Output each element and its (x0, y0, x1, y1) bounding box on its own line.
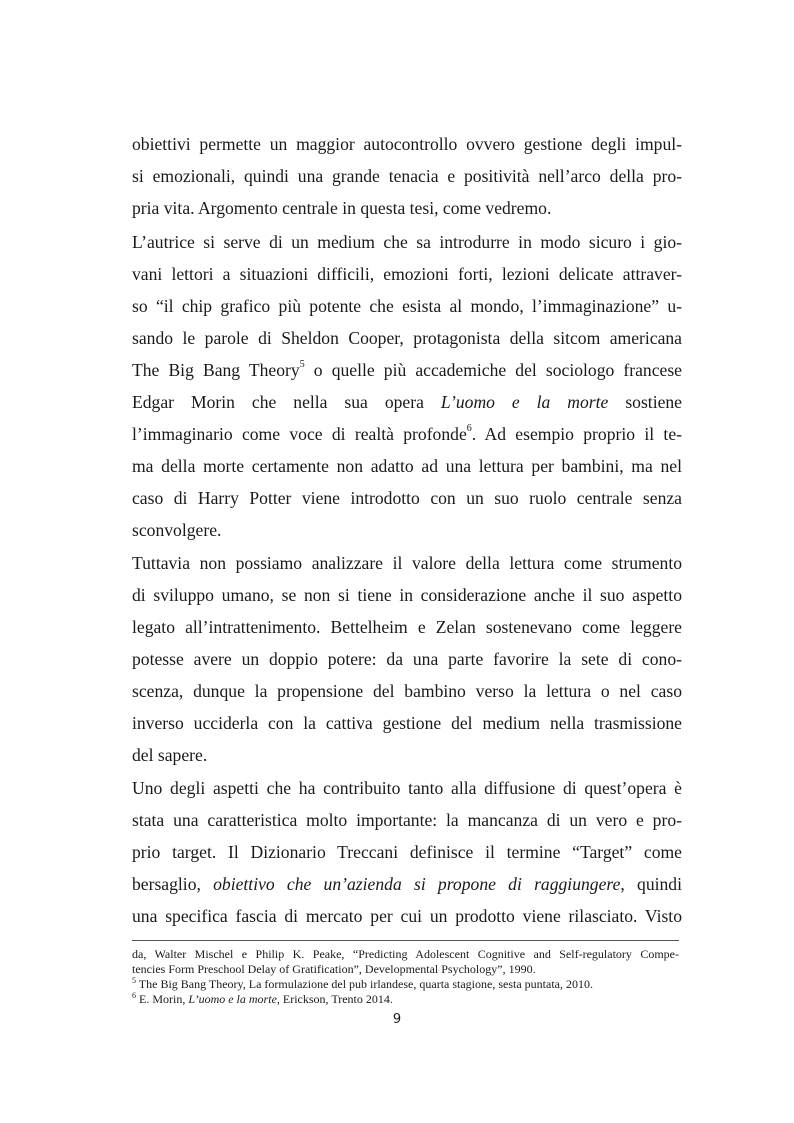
body-line (132, 424, 682, 444)
body-line: del sapere. (132, 745, 208, 765)
text-run: bersaglio, (132, 874, 214, 894)
page-number: 9 (392, 1012, 402, 1027)
footnote-line: tencies Form Preschool Delay of Gratification”, Developmental Psychology”, 1990. (132, 962, 536, 976)
footnote-number: 6 (132, 991, 136, 1000)
body-line (132, 392, 682, 412)
body-line: sconvolgere. (132, 520, 222, 540)
body-line: Tuttavia non possiamo analizzare il valore della lettura come strumento (132, 553, 682, 573)
body-line: stata una caratteristica molto importante: la mancanza di un vero e pro- (132, 810, 682, 830)
body-line: pria vita. Argomento centrale in questa tesi, come vedremo. (132, 198, 552, 218)
body-line: caso di Harry Potter viene introdotto con un suo ruolo centrale senza (132, 488, 682, 508)
body-line: scenza, dunque la propensione del bambino verso la lettura o nel caso (132, 681, 682, 701)
body-line: di sviluppo umano, se non si tiene in considerazione anche il suo aspetto (132, 585, 682, 605)
body-line: vani lettori a situazioni difficili, emozioni forti, lezioni delicate attraver- (132, 264, 682, 284)
footnote-separator (132, 940, 679, 941)
footnote-5 (132, 977, 679, 991)
text-run: sostiene (608, 392, 682, 412)
body-line: obiettivi permette un maggior autocontrollo ovvero gestione degli impul- (132, 134, 682, 154)
definition-quote: obiettivo che un’azienda si propone di raggiungere (213, 874, 621, 894)
body-line: L’autrice si serve di un medium che sa introdurre in modo sicuro i gio- (132, 232, 682, 252)
body-line: sando le parole di Sheldon Cooper, protagonista della sitcom americana (132, 328, 682, 348)
body-line: inverso ucciderla con la cattiva gestione del medium nella trasmissione (132, 713, 682, 733)
body-line: prio target. Il Dizionario Treccani definisce il termine “Target” come (132, 842, 682, 862)
footnote-text: , Erickson, Trento 2014. (276, 992, 393, 1006)
footnote-ref[interactable]: 5 (299, 359, 305, 371)
footnote-line: da, Walter Mischel e Philip K. Peake, “Predicting Adolescent Cognitive and Self-regulatory Compe- (132, 947, 679, 961)
footnote-book-title: L’uomo e la morte (188, 992, 277, 1006)
footnote-ref[interactable]: 6 (466, 423, 472, 435)
body-line: legato all’intrattenimento. Bettelheim e Zelan sostenevano come leggere (132, 617, 682, 637)
body-line (132, 874, 682, 894)
body-line (132, 360, 682, 380)
body-line: potesse avere un doppio potere: da una parte favorire la sete di cono- (132, 649, 682, 669)
text-run: o quelle più accademiche del sociologo francese (304, 360, 682, 380)
text-run: The Big Bang Theory (132, 360, 300, 380)
body-line: una specifica fascia di mercato per cui un prodotto viene rilasciato. Visto (132, 906, 682, 926)
footnote-6 (132, 992, 679, 1006)
body-line: si emozionali, quindi una grande tenacia e positività nell’arco della pro- (132, 166, 682, 186)
footnote-text: E. Morin, (136, 992, 189, 1006)
footnote-number: 5 (132, 976, 136, 985)
text-run: . Ad esempio proprio il te- (471, 424, 682, 444)
text-run: , quindi (620, 874, 682, 894)
footnote-text: The Big Bang Theory, La formulazione del pub irlandese, quarta stagione, sesta puntata, 2010. (136, 977, 593, 991)
book-title: L’uomo e la morte (440, 392, 609, 412)
body-line: so “il chip grafico più potente che esista al mondo, l’immaginazione” u- (132, 296, 682, 316)
text-run: Edgar Morin che nella sua opera (132, 392, 441, 412)
body-line: ma della morte certamente non adatto ad una lettura per bambini, ma nel (132, 456, 682, 476)
text-run: l’immaginario come voce di realtà profonde (132, 424, 467, 444)
body-line: Uno degli aspetti che ha contribuito tanto alla diffusione di quest’opera è (132, 778, 682, 798)
